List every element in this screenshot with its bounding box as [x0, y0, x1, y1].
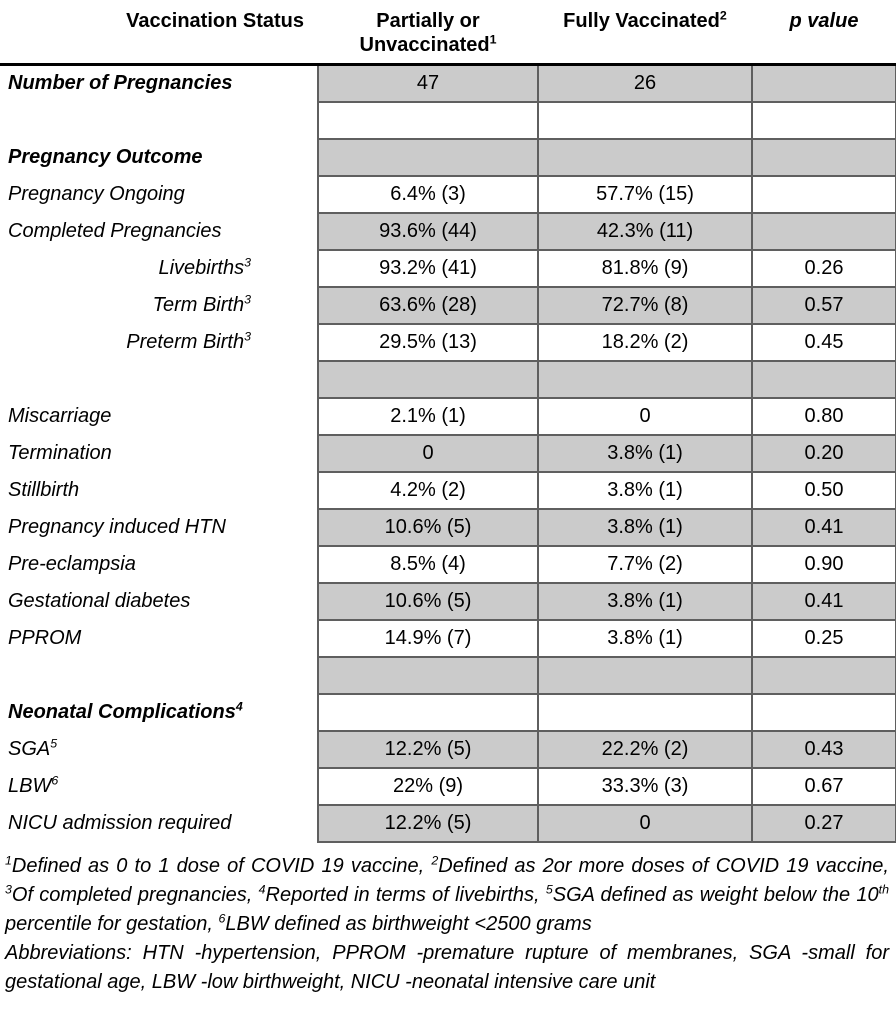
table-row: [0, 102, 896, 139]
cell-partially-unvaccinated: 10.6% (5): [318, 583, 538, 620]
row-label: Neonatal Complications$^4$: [0, 694, 318, 731]
row-label: Preterm Birth$^3$: [0, 324, 318, 361]
cell-partially-unvaccinated: 8.5% (4): [318, 546, 538, 583]
footnote-marker: th: [878, 881, 889, 896]
table-body: [0, 65, 896, 842]
table-row: [0, 324, 896, 361]
cell-fully-vaccinated: 18.2% (2): [538, 324, 752, 361]
table-row: [0, 435, 896, 472]
row-label: Miscarriage: [0, 398, 318, 435]
table-row: [0, 139, 896, 176]
cell-partially-unvaccinated: 2.1% (1): [318, 398, 538, 435]
cell-partially-unvaccinated: 93.6% (44): [318, 213, 538, 250]
header-partially-line1: Partially or: [376, 10, 480, 32]
header-partially-unvaccinated: [318, 0, 538, 65]
cell-partially-unvaccinated: 29.5% (13): [318, 324, 538, 361]
cell-p-value: [752, 176, 896, 213]
cell-partially-unvaccinated: 63.6% (28): [318, 287, 538, 324]
table-row: [0, 583, 896, 620]
cell-p-value: 0.25: [752, 620, 896, 657]
cell-p-value: [752, 139, 896, 176]
table-row: [0, 694, 896, 731]
cell-fully-vaccinated: [538, 657, 752, 694]
table-row: [0, 361, 896, 398]
header-row: [0, 0, 896, 65]
table-row: [0, 509, 896, 546]
cell-p-value: 0.43: [752, 731, 896, 768]
cell-partially-unvaccinated: 0: [318, 435, 538, 472]
cell-p-value: [752, 102, 896, 139]
row-label: LBW$^6$: [0, 768, 318, 805]
cell-p-value: 0.57: [752, 287, 896, 324]
row-label: Termination: [0, 435, 318, 472]
row-label: Term Birth$^3$: [0, 287, 318, 324]
table-row: [0, 546, 896, 583]
table-row: [0, 472, 896, 509]
cell-fully-vaccinated: 0: [538, 805, 752, 842]
table-row: [0, 620, 896, 657]
footnote-definitions: $^1$Defined as 0 to 1 dose of COVID 19 vaccine, $^2$Defined as 2or more doses of COVID 19 vaccine, $^3$Of completed pregnancies, $^4$Reported in terms of livebirths, $^5$SGA defined as weight below the 10th percentile for gestation, $^6$LBW defined as birthweight <2500 grams: [5, 852, 889, 935]
cell-fully-vaccinated: 81.8% (9): [538, 250, 752, 287]
cell-partially-unvaccinated: 93.2% (41): [318, 250, 538, 287]
footnote-marker: 2: [719, 8, 727, 23]
cell-fully-vaccinated: 3.8% (1): [538, 583, 752, 620]
row-label: [0, 102, 318, 139]
footnote-marker: 5: [545, 881, 553, 896]
cell-partially-unvaccinated: [318, 361, 538, 398]
cell-partially-unvaccinated: 10.6% (5): [318, 509, 538, 546]
cell-fully-vaccinated: 72.7% (8): [538, 287, 752, 324]
cell-p-value: 0.26: [752, 250, 896, 287]
cell-fully-vaccinated: 22.2% (2): [538, 731, 752, 768]
footnote-marker: 2: [431, 852, 439, 867]
cell-partially-unvaccinated: [318, 694, 538, 731]
cell-partially-unvaccinated: 47: [318, 65, 538, 102]
cell-fully-vaccinated: 33.3% (3): [538, 768, 752, 805]
cell-partially-unvaccinated: [318, 657, 538, 694]
row-label: Livebirths$^3$: [0, 250, 318, 287]
table-row: [0, 768, 896, 805]
footnote-marker: 3: [244, 291, 251, 306]
cell-partially-unvaccinated: 14.9% (7): [318, 620, 538, 657]
row-label: SGA$^5$: [0, 731, 318, 768]
footnote-marker: 5: [50, 735, 58, 750]
table-row: [0, 657, 896, 694]
cell-p-value: 0.20: [752, 435, 896, 472]
cell-fully-vaccinated: 3.8% (1): [538, 620, 752, 657]
cell-fully-vaccinated: 57.7% (15): [538, 176, 752, 213]
footnote-marker: 6: [51, 772, 59, 787]
cell-p-value: 0.80: [752, 398, 896, 435]
row-label: Pregnancy induced HTN: [0, 509, 318, 546]
row-label: Pre-eclampsia: [0, 546, 318, 583]
cell-fully-vaccinated: [538, 694, 752, 731]
row-label: NICU admission required: [0, 805, 318, 842]
footnote-marker: 3: [5, 881, 12, 896]
cell-p-value: 0.50: [752, 472, 896, 509]
row-label: Completed Pregnancies: [0, 213, 318, 250]
footnote-marker: 6: [218, 910, 226, 925]
footnote-marker: 4: [258, 881, 266, 896]
row-label: Stillbirth: [0, 472, 318, 509]
header-p-value: p value: [752, 0, 896, 65]
table-row: [0, 213, 896, 250]
cell-p-value: [752, 361, 896, 398]
cell-fully-vaccinated: 3.8% (1): [538, 509, 752, 546]
cell-fully-vaccinated: 7.7% (2): [538, 546, 752, 583]
row-label: Pregnancy Ongoing: [0, 176, 318, 213]
row-label: [0, 361, 318, 398]
cell-fully-vaccinated: [538, 361, 752, 398]
cell-partially-unvaccinated: 12.2% (5): [318, 731, 538, 768]
cell-p-value: [752, 694, 896, 731]
header-fully-vaccinated: Fully Vaccinated$^2$: [538, 0, 752, 65]
row-label: PPROM: [0, 620, 318, 657]
header-vaccination-status: Vaccination Status: [0, 0, 318, 65]
cell-p-value: [752, 213, 896, 250]
cell-fully-vaccinated: 42.3% (11): [538, 213, 752, 250]
cell-partially-unvaccinated: [318, 139, 538, 176]
footnote-abbreviations: Abbreviations: HTN -hypertension, PPROM -premature rupture of membranes, SGA -small for gestational age, LBW -low birthweight, NICU -neonatal intensive care unit: [5, 941, 889, 993]
row-label: Number of Pregnancies: [0, 65, 318, 102]
cell-p-value: 0.90: [752, 546, 896, 583]
table-row: [0, 398, 896, 435]
table-row: [0, 731, 896, 768]
cell-fully-vaccinated: 3.8% (1): [538, 435, 752, 472]
footnote-marker: 3: [244, 328, 251, 343]
table-row: [0, 176, 896, 213]
cell-p-value: 0.41: [752, 509, 896, 546]
footnote-marker: 3: [244, 254, 251, 269]
cell-p-value: [752, 65, 896, 102]
footnotes: [0, 843, 896, 997]
cell-fully-vaccinated: [538, 102, 752, 139]
cell-partially-unvaccinated: 22% (9): [318, 768, 538, 805]
footnote-marker: 1: [489, 32, 497, 47]
cell-fully-vaccinated: 3.8% (1): [538, 472, 752, 509]
cell-p-value: [752, 657, 896, 694]
footnote-marker: 4: [235, 698, 243, 713]
table-row: [0, 287, 896, 324]
table-row: [0, 250, 896, 287]
cell-fully-vaccinated: 26: [538, 65, 752, 102]
footnote-marker: 1: [5, 852, 12, 867]
cell-p-value: 0.27: [752, 805, 896, 842]
cell-partially-unvaccinated: 6.4% (3): [318, 176, 538, 213]
row-label: Gestational diabetes: [0, 583, 318, 620]
row-label: [0, 657, 318, 694]
cell-fully-vaccinated: 0: [538, 398, 752, 435]
table-row: [0, 805, 896, 842]
cell-fully-vaccinated: [538, 139, 752, 176]
header-partially-line2: Unvaccinated$^1$: [359, 32, 497, 56]
cell-partially-unvaccinated: 12.2% (5): [318, 805, 538, 842]
cell-partially-unvaccinated: 4.2% (2): [318, 472, 538, 509]
cell-partially-unvaccinated: [318, 102, 538, 139]
table-row: [0, 65, 896, 102]
cell-p-value: 0.67: [752, 768, 896, 805]
cell-p-value: 0.45: [752, 324, 896, 361]
cell-p-value: 0.41: [752, 583, 896, 620]
row-label: Pregnancy Outcome: [0, 139, 318, 176]
